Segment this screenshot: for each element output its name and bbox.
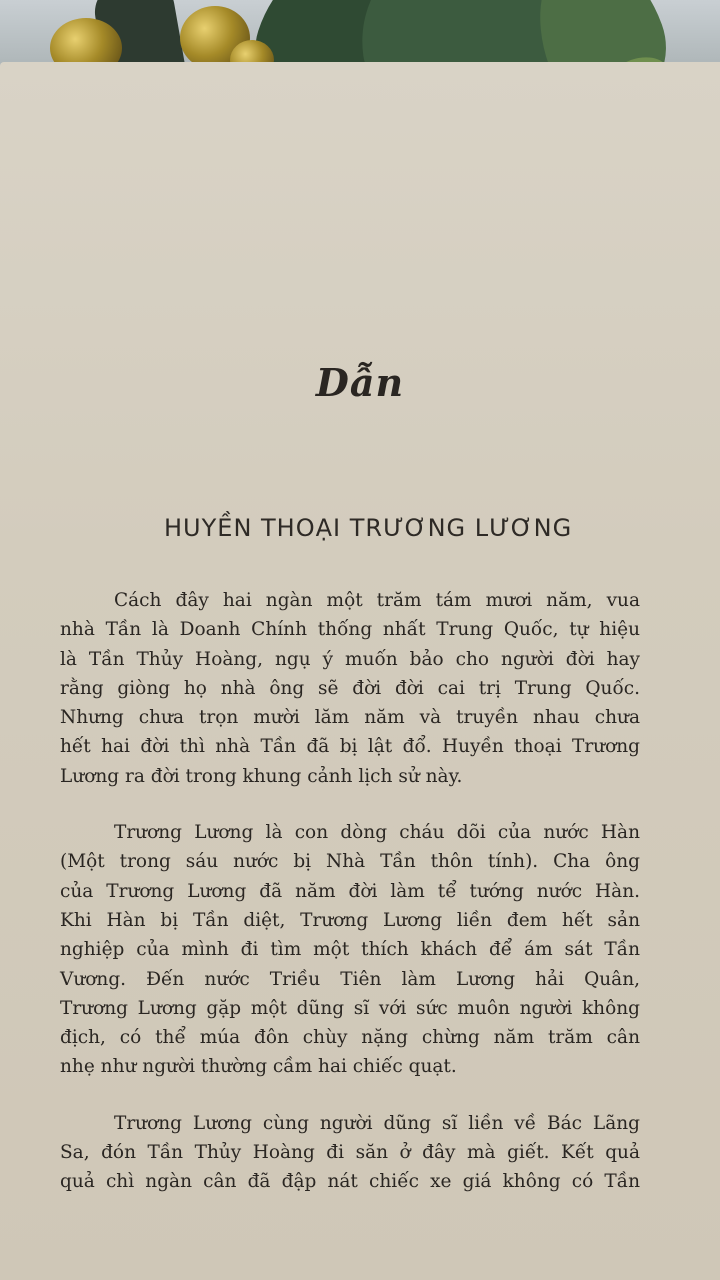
text-line: nhẹ như người thường cầm hai chiếc quạt.	[60, 1056, 457, 1078]
text-line: Sa, đón Tần Thủy Hoàng đi săn ở đây mà giết. Kết quả	[60, 1142, 640, 1164]
text-line: Vương. Đến nước Triều Tiên làm Lương hải Quân,	[60, 968, 640, 990]
text-line: rằng giòng họ nhà ông sẽ đời đời cai trị Trung Quốc.	[60, 677, 640, 699]
chapter-heading: Dẫn	[315, 360, 405, 405]
text-line: của Trương Lương đã năm đời làm tể tướng nước Hàn.	[60, 880, 640, 902]
text-line: nhà Tần là Doanh Chính thống nhất Trung Quốc, tự hiệu	[60, 619, 640, 641]
text-line: quả chì ngàn cân đã đập nát chiếc xe giá không có Tần	[60, 1171, 640, 1193]
text-line: nghiệp của mình đi tìm một thích khách để ám sát Tần	[60, 939, 640, 961]
text-line: Lương ra đời trong khung cảnh lịch sử này.	[60, 765, 463, 787]
text-line: Trương Lương gặp một dũng sĩ với sức muôn người không	[60, 997, 640, 1019]
text-line: Nhưng chưa trọn mười lăm năm và truyền nhau chưa	[60, 707, 640, 729]
paragraph	[60, 586, 640, 791]
section-title: HUYỀN THOẠI TRƯƠNG LƯƠNG	[164, 514, 573, 542]
paragraph	[60, 1109, 640, 1197]
book-page	[0, 62, 720, 1280]
text-line: Trương Lương cùng người dũng sĩ liền về Bác Lãng	[114, 1112, 640, 1134]
text-line: là Tần Thủy Hoàng, ngụ ý muốn bảo cho người đời hay	[60, 648, 640, 670]
text-line: (Một trong sáu nước bị Nhà Tần thôn tính). Cha ông	[60, 851, 640, 873]
body-text	[60, 586, 640, 1224]
text-line: Trương Lương là con dòng cháu dõi của nước Hàn	[114, 822, 640, 844]
paragraph	[60, 818, 640, 1082]
text-line: địch, có thể múa đôn chùy nặng chừng năm trăm cân	[60, 1027, 640, 1049]
text-line: hết hai đời thì nhà Tần đã bị lật đổ. Huyền thoại Trương	[60, 736, 640, 758]
text-line: Cách đây hai ngàn một trăm tám mươi năm, vua	[114, 590, 640, 611]
text-line: Khi Hàn bị Tần diệt, Trương Lương liền đem hết sản	[60, 909, 640, 931]
